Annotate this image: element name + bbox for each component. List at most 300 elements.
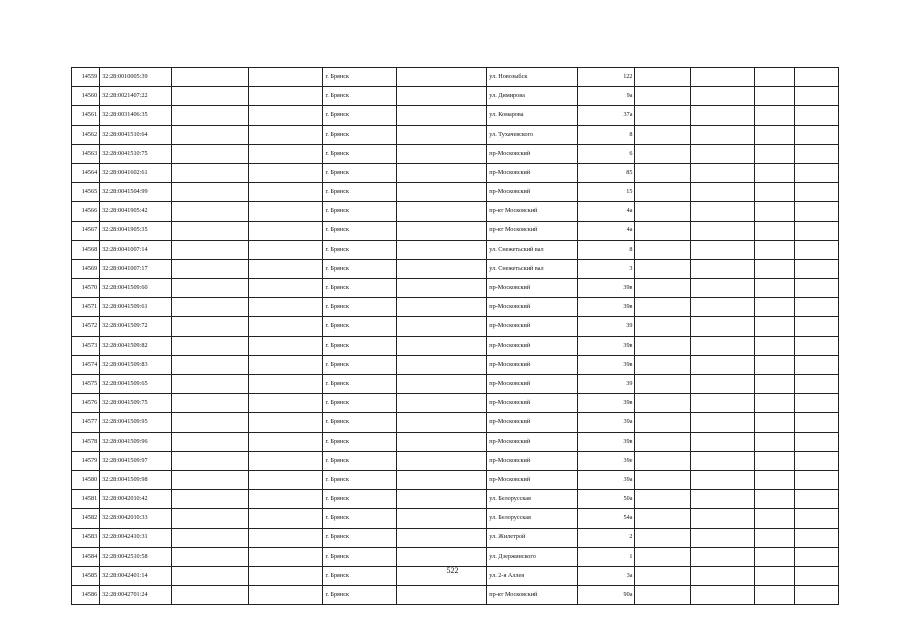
empty-cell: [249, 202, 323, 221]
house-number-cell: 39е: [578, 451, 635, 470]
empty-cell: [172, 336, 249, 355]
table-row: [72, 125, 839, 144]
empty-cell: [690, 317, 755, 336]
house-number-cell: 90а: [578, 586, 635, 605]
empty-cell: [755, 87, 795, 106]
empty-cell: [249, 432, 323, 451]
empty-cell: [249, 87, 323, 106]
city-cell: г. Брянск: [323, 490, 396, 509]
cadastral-number-cell: 32:28:0042701:24: [100, 586, 172, 605]
empty-cell: [795, 355, 839, 374]
empty-cell: [249, 183, 323, 202]
empty-cell: [755, 547, 795, 566]
record-number-cell: 14567: [72, 221, 100, 240]
empty-cell: [690, 432, 755, 451]
city-cell: г. Брянск: [323, 375, 396, 394]
cadastral-number-cell: 32:28:0041509:97: [100, 451, 172, 470]
record-number-cell: 14564: [72, 163, 100, 182]
empty-cell: [690, 125, 755, 144]
empty-cell: [795, 413, 839, 432]
empty-cell: [690, 106, 755, 125]
house-number-cell: 2: [578, 528, 635, 547]
table-row: [72, 413, 839, 432]
street-cell: пр-Московский: [487, 183, 578, 202]
empty-cell: [690, 163, 755, 182]
empty-cell: [755, 240, 795, 259]
empty-cell: [635, 432, 690, 451]
empty-cell: [635, 586, 690, 605]
empty-cell: [249, 125, 323, 144]
empty-cell: [172, 470, 249, 489]
city-cell: г. Брянск: [323, 259, 396, 278]
street-cell: ул. Белорусская: [487, 490, 578, 509]
empty-cell: [690, 144, 755, 163]
empty-cell: [635, 336, 690, 355]
empty-cell: [755, 413, 795, 432]
empty-cell: [635, 183, 690, 202]
empty-cell: [635, 298, 690, 317]
city-cell: г. Брянск: [323, 355, 396, 374]
empty-cell: [172, 298, 249, 317]
empty-cell: [755, 375, 795, 394]
empty-cell: [172, 68, 249, 87]
city-cell: г. Брянск: [323, 163, 396, 182]
empty-cell: [795, 183, 839, 202]
empty-cell: [690, 183, 755, 202]
empty-cell: [396, 528, 487, 547]
empty-cell: [795, 470, 839, 489]
empty-cell: [249, 106, 323, 125]
cadastral-number-cell: 32:28:0041007:17: [100, 259, 172, 278]
city-cell: г. Брянск: [323, 413, 396, 432]
empty-cell: [396, 490, 487, 509]
city-cell: г. Брянск: [323, 336, 396, 355]
empty-cell: [755, 298, 795, 317]
city-cell: г. Брянск: [323, 68, 396, 87]
record-number-cell: 14571: [72, 298, 100, 317]
empty-cell: [795, 394, 839, 413]
city-cell: г. Брянск: [323, 566, 396, 585]
empty-cell: [172, 375, 249, 394]
empty-cell: [172, 240, 249, 259]
empty-cell: [396, 509, 487, 528]
empty-cell: [249, 259, 323, 278]
record-number-cell: 14581: [72, 490, 100, 509]
empty-cell: [795, 547, 839, 566]
street-cell: ул. Новозыбск: [487, 68, 578, 87]
house-number-cell: 39а: [578, 413, 635, 432]
empty-cell: [690, 509, 755, 528]
empty-cell: [795, 528, 839, 547]
empty-cell: [172, 451, 249, 470]
registry-table: [71, 67, 839, 605]
empty-cell: [690, 375, 755, 394]
empty-cell: [249, 221, 323, 240]
house-number-cell: 3а: [578, 566, 635, 585]
empty-cell: [755, 125, 795, 144]
city-cell: г. Брянск: [323, 202, 396, 221]
cadastral-number-cell: 32:28:0042401:14: [100, 566, 172, 585]
street-cell: ул. 2-я Аллея: [487, 566, 578, 585]
house-number-cell: 39в: [578, 298, 635, 317]
cadastral-number-cell: 32:28:0041509:95: [100, 413, 172, 432]
empty-cell: [635, 394, 690, 413]
empty-cell: [635, 547, 690, 566]
table-row: [72, 144, 839, 163]
empty-cell: [172, 221, 249, 240]
city-cell: г. Брянск: [323, 547, 396, 566]
table-row: [72, 240, 839, 259]
cadastral-number-cell: 32:28:0041509:61: [100, 298, 172, 317]
city-cell: г. Брянск: [323, 298, 396, 317]
empty-cell: [249, 490, 323, 509]
empty-cell: [635, 470, 690, 489]
record-number-cell: 14565: [72, 183, 100, 202]
empty-cell: [690, 87, 755, 106]
record-number-cell: 14560: [72, 87, 100, 106]
house-number-cell: 4а: [578, 202, 635, 221]
record-number-cell: 14563: [72, 144, 100, 163]
empty-cell: [249, 509, 323, 528]
street-cell: пр-Московский: [487, 432, 578, 451]
empty-cell: [795, 298, 839, 317]
empty-cell: [755, 509, 795, 528]
street-cell: пр-Московский: [487, 298, 578, 317]
city-cell: г. Брянск: [323, 125, 396, 144]
city-cell: г. Брянск: [323, 279, 396, 298]
street-cell: пр-Московский: [487, 394, 578, 413]
empty-cell: [755, 528, 795, 547]
empty-cell: [172, 355, 249, 374]
house-number-cell: 3: [578, 259, 635, 278]
empty-cell: [249, 336, 323, 355]
empty-cell: [396, 413, 487, 432]
empty-cell: [249, 451, 323, 470]
empty-cell: [396, 394, 487, 413]
empty-cell: [172, 125, 249, 144]
street-cell: ул. Комарова: [487, 106, 578, 125]
empty-cell: [396, 125, 487, 144]
empty-cell: [795, 317, 839, 336]
street-cell: ул. Снежетьский вал: [487, 240, 578, 259]
empty-cell: [396, 106, 487, 125]
empty-cell: [690, 394, 755, 413]
empty-cell: [249, 240, 323, 259]
empty-cell: [172, 528, 249, 547]
empty-cell: [690, 221, 755, 240]
empty-cell: [755, 355, 795, 374]
empty-cell: [249, 163, 323, 182]
record-number-cell: 14561: [72, 106, 100, 125]
empty-cell: [396, 87, 487, 106]
street-cell: пр-Московский: [487, 413, 578, 432]
empty-cell: [396, 451, 487, 470]
empty-cell: [635, 509, 690, 528]
empty-cell: [635, 490, 690, 509]
house-number-cell: 39в: [578, 432, 635, 451]
table-row: [72, 87, 839, 106]
empty-cell: [172, 394, 249, 413]
city-cell: г. Брянск: [323, 221, 396, 240]
empty-cell: [690, 240, 755, 259]
empty-cell: [249, 547, 323, 566]
house-number-cell: 85: [578, 163, 635, 182]
empty-cell: [249, 355, 323, 374]
table-row: [72, 68, 839, 87]
empty-cell: [635, 106, 690, 125]
cadastral-number-cell: 32:28:0042010:42: [100, 490, 172, 509]
empty-cell: [690, 202, 755, 221]
city-cell: г. Брянск: [323, 106, 396, 125]
empty-cell: [755, 317, 795, 336]
empty-cell: [635, 125, 690, 144]
record-number-cell: 14559: [72, 68, 100, 87]
house-number-cell: 4а: [578, 221, 635, 240]
empty-cell: [172, 202, 249, 221]
empty-cell: [795, 87, 839, 106]
empty-cell: [172, 432, 249, 451]
cadastral-number-cell: 32:28:0041510:75: [100, 144, 172, 163]
cadastral-number-cell: 32:28:0031406:35: [100, 106, 172, 125]
empty-cell: [755, 470, 795, 489]
empty-cell: [755, 68, 795, 87]
street-cell: пр-Московский: [487, 317, 578, 336]
record-number-cell: 14577: [72, 413, 100, 432]
empty-cell: [249, 68, 323, 87]
empty-cell: [172, 509, 249, 528]
empty-cell: [755, 451, 795, 470]
empty-cell: [249, 375, 323, 394]
record-number-cell: 14582: [72, 509, 100, 528]
table-row: [72, 547, 839, 566]
street-cell: пр-кт Московский: [487, 202, 578, 221]
table-row: [72, 375, 839, 394]
street-cell: пр-кт Московский: [487, 586, 578, 605]
empty-cell: [635, 279, 690, 298]
empty-cell: [396, 144, 487, 163]
street-cell: пр-Московский: [487, 144, 578, 163]
table-row: [72, 183, 839, 202]
empty-cell: [635, 355, 690, 374]
cadastral-number-cell: 32:28:0041509:82: [100, 336, 172, 355]
record-number-cell: 14583: [72, 528, 100, 547]
house-number-cell: 39в: [578, 394, 635, 413]
empty-cell: [795, 125, 839, 144]
street-cell: пр-Московский: [487, 375, 578, 394]
table-row: [72, 586, 839, 605]
empty-cell: [635, 240, 690, 259]
empty-cell: [396, 221, 487, 240]
table-row: [72, 202, 839, 221]
cadastral-number-cell: 32:28:0041509:83: [100, 355, 172, 374]
house-number-cell: 39: [578, 317, 635, 336]
empty-cell: [635, 163, 690, 182]
empty-cell: [755, 259, 795, 278]
street-cell: пр-Московский: [487, 451, 578, 470]
empty-cell: [635, 317, 690, 336]
record-number-cell: 14586: [72, 586, 100, 605]
cadastral-number-cell: 32:28:0041509:72: [100, 317, 172, 336]
cadastral-number-cell: 32:28:0010005:39: [100, 68, 172, 87]
empty-cell: [249, 586, 323, 605]
empty-cell: [755, 163, 795, 182]
empty-cell: [172, 279, 249, 298]
record-number-cell: 14580: [72, 470, 100, 489]
empty-cell: [249, 144, 323, 163]
record-number-cell: 14566: [72, 202, 100, 221]
empty-cell: [396, 183, 487, 202]
table-row: [72, 470, 839, 489]
street-cell: ул. Тухачевского: [487, 125, 578, 144]
empty-cell: [635, 202, 690, 221]
table-row: [72, 355, 839, 374]
table-row: [72, 221, 839, 240]
empty-cell: [396, 68, 487, 87]
street-cell: ул. Димирова: [487, 87, 578, 106]
empty-cell: [690, 355, 755, 374]
record-number-cell: 14562: [72, 125, 100, 144]
empty-cell: [635, 68, 690, 87]
empty-cell: [795, 279, 839, 298]
street-cell: ул. Жилетрой: [487, 528, 578, 547]
street-cell: ул. Снежетьский вал: [487, 259, 578, 278]
cadastral-number-cell: 32:28:0041509:60: [100, 279, 172, 298]
record-number-cell: 14579: [72, 451, 100, 470]
empty-cell: [795, 432, 839, 451]
street-cell: пр-Московский: [487, 470, 578, 489]
cadastral-number-cell: 32:28:0041509:98: [100, 470, 172, 489]
cadastral-number-cell: 32:28:0041509:65: [100, 375, 172, 394]
empty-cell: [690, 259, 755, 278]
empty-cell: [755, 279, 795, 298]
empty-cell: [795, 375, 839, 394]
record-number-cell: 14585: [72, 566, 100, 585]
house-number-cell: 39в: [578, 279, 635, 298]
empty-cell: [635, 87, 690, 106]
empty-cell: [795, 163, 839, 182]
empty-cell: [396, 470, 487, 489]
empty-cell: [690, 279, 755, 298]
empty-cell: [396, 163, 487, 182]
empty-cell: [795, 221, 839, 240]
empty-cell: [635, 221, 690, 240]
empty-cell: [690, 586, 755, 605]
table-row: [72, 451, 839, 470]
house-number-cell: 122: [578, 68, 635, 87]
table-row: [72, 490, 839, 509]
empty-cell: [396, 355, 487, 374]
empty-cell: [755, 432, 795, 451]
empty-cell: [755, 144, 795, 163]
empty-cell: [795, 240, 839, 259]
cadastral-number-cell: 32:28:0042510:58: [100, 547, 172, 566]
empty-cell: [755, 183, 795, 202]
empty-cell: [795, 259, 839, 278]
record-number-cell: 14573: [72, 336, 100, 355]
house-number-cell: 39в: [578, 336, 635, 355]
city-cell: г. Брянск: [323, 509, 396, 528]
house-number-cell: 50а: [578, 490, 635, 509]
empty-cell: [795, 202, 839, 221]
house-number-cell: 15: [578, 183, 635, 202]
record-number-cell: 14584: [72, 547, 100, 566]
empty-cell: [249, 317, 323, 336]
empty-cell: [795, 336, 839, 355]
empty-cell: [690, 68, 755, 87]
empty-cell: [795, 68, 839, 87]
empty-cell: [755, 221, 795, 240]
street-cell: пр-Московский: [487, 336, 578, 355]
table-row: [72, 528, 839, 547]
house-number-cell: 9а: [578, 87, 635, 106]
cadastral-number-cell: 32:28:0041905:35: [100, 221, 172, 240]
empty-cell: [172, 413, 249, 432]
empty-cell: [690, 470, 755, 489]
empty-cell: [172, 183, 249, 202]
city-cell: г. Брянск: [323, 183, 396, 202]
table-row: [72, 259, 839, 278]
empty-cell: [690, 528, 755, 547]
empty-cell: [795, 490, 839, 509]
street-cell: пр-Московский: [487, 355, 578, 374]
empty-cell: [795, 451, 839, 470]
empty-cell: [635, 451, 690, 470]
empty-cell: [755, 490, 795, 509]
empty-cell: [172, 490, 249, 509]
empty-cell: [690, 547, 755, 566]
house-number-cell: 54а: [578, 509, 635, 528]
empty-cell: [635, 528, 690, 547]
house-number-cell: 37а: [578, 106, 635, 125]
empty-cell: [172, 317, 249, 336]
table-row: [72, 163, 839, 182]
city-cell: г. Брянск: [323, 317, 396, 336]
empty-cell: [690, 336, 755, 355]
table-row: [72, 298, 839, 317]
street-cell: ул. Дзержинского: [487, 547, 578, 566]
city-cell: г. Брянск: [323, 240, 396, 259]
empty-cell: [690, 413, 755, 432]
record-number-cell: 14578: [72, 432, 100, 451]
cadastral-number-cell: 32:28:0041007:14: [100, 240, 172, 259]
empty-cell: [755, 336, 795, 355]
empty-cell: [396, 240, 487, 259]
house-number-cell: 39: [578, 375, 635, 394]
city-cell: г. Брянск: [323, 144, 396, 163]
city-cell: г. Брянск: [323, 87, 396, 106]
empty-cell: [690, 490, 755, 509]
record-number-cell: 14574: [72, 355, 100, 374]
empty-cell: [249, 470, 323, 489]
city-cell: г. Брянск: [323, 394, 396, 413]
empty-cell: [635, 413, 690, 432]
table-row: [72, 432, 839, 451]
empty-cell: [396, 317, 487, 336]
house-number-cell: 8: [578, 125, 635, 144]
city-cell: г. Брянск: [323, 432, 396, 451]
record-number-cell: 14576: [72, 394, 100, 413]
empty-cell: [396, 336, 487, 355]
empty-cell: [690, 451, 755, 470]
street-cell: пр-кт Московский: [487, 221, 578, 240]
record-number-cell: 14570: [72, 279, 100, 298]
city-cell: г. Брянск: [323, 470, 396, 489]
table-row: [72, 509, 839, 528]
cadastral-number-cell: 32:28:0041504:99: [100, 183, 172, 202]
empty-cell: [249, 528, 323, 547]
record-number-cell: 14568: [72, 240, 100, 259]
cadastral-number-cell: 32:28:0041509:75: [100, 394, 172, 413]
